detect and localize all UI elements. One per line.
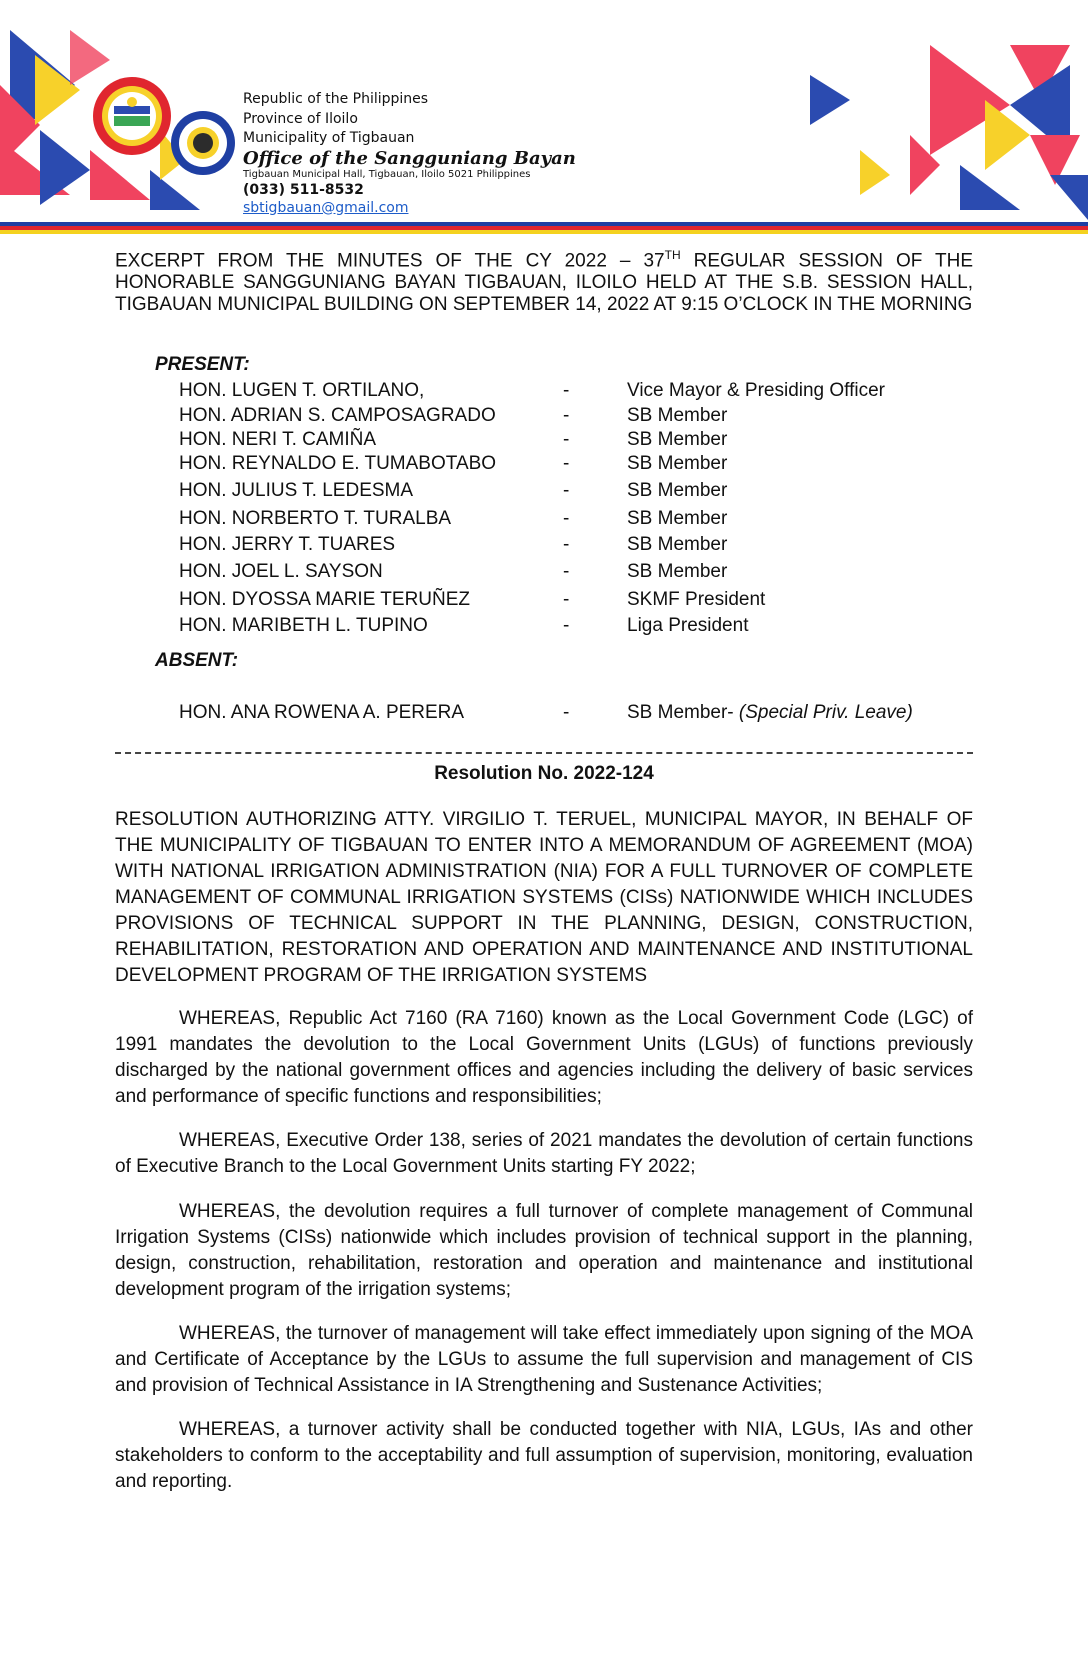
member-name: HON. JERRY T. TUARES <box>179 534 396 555</box>
member-name: HON. JOEL L. SAYSON <box>179 561 383 582</box>
member-role: SB Member <box>627 561 728 582</box>
whereas-paragraph: WHEREAS, a turnover activity shall be conducted together with NIA, LGUs, IAs and other stakeholders to conform to the acceptability and full assumption of supervision, monitoring, evaluation and reporting. <box>115 1419 973 1492</box>
document-body <box>115 244 973 1492</box>
member-role: SB Member <box>627 480 728 501</box>
member-name: HON. REYNALDO E. TUMABOTABO <box>179 453 497 474</box>
member-name: HON. MARIBETH L. TUPINO <box>179 615 428 636</box>
separator-dash: - <box>563 589 570 610</box>
excerpt-prefix: EXCERPT FROM THE MINUTES OF THE CY 2022 – 37 <box>115 250 665 272</box>
member-role: SKMF President <box>627 589 766 610</box>
attendance-row <box>179 589 979 613</box>
separator-dash: - <box>563 615 570 636</box>
member-name: HON. DYOSSA MARIE TERUÑEZ <box>179 589 471 610</box>
member-name: HON. ADRIAN S. CAMPOSAGRADO <box>179 405 496 426</box>
stripe-yellow <box>0 230 1088 234</box>
separator-dash: - <box>563 380 570 401</box>
separator-dash: - <box>563 429 570 450</box>
attendance-row <box>179 405 979 429</box>
office-email-link[interactable]: sbtigbauan@gmail.com <box>243 199 409 216</box>
member-role <box>627 702 913 724</box>
separator-dash: - <box>563 561 570 582</box>
whereas-paragraph: WHEREAS, the devolution requires a full turnover of complete management of Communal Irrigation Systems (CISs) nationwide which includes provision of technical support in the planning, design, construction, rehabilitation, restoration and operation and maintenance and institutional development program of the irrigation systems; <box>115 1201 973 1300</box>
member-role: Vice Mayor & Presiding Officer <box>627 380 886 401</box>
present-label: PRESENT: <box>155 354 250 375</box>
office-name: Office of the Sangguniang Bayan <box>243 147 576 169</box>
letterhead-text <box>243 90 576 217</box>
letterhead <box>0 0 1088 245</box>
separator-dash: - <box>563 480 570 501</box>
member-role: SB Member <box>627 453 728 474</box>
resolution-number: Resolution No. 2022-124 <box>434 763 654 784</box>
member-role: Liga President <box>627 615 749 636</box>
whereas-paragraph: WHEREAS, Republic Act 7160 (RA 7160) known as the Local Government Code (LGC) of 1991 mandates the devolution to the Local Government Units (LGUs) of functions previously discharged by the national government offices and agencies including the delivery of basic services and performance of specific functions and responsibilities; <box>115 1008 973 1107</box>
right-geometric-decoration <box>810 45 1088 225</box>
member-role: SB Member <box>627 534 728 555</box>
office-phone: (033) 511-8532 <box>243 181 364 198</box>
excerpt-superscript: TH <box>664 248 681 262</box>
office-address: Tigbauan Municipal Hall, Tigbauan, Iloilo 5021 Philippines <box>243 168 531 180</box>
member-name: HON. JULIUS T. LEDESMA <box>179 480 414 501</box>
absent-label: ABSENT: <box>155 650 239 671</box>
attendance-row <box>179 534 979 558</box>
separator-dash: - <box>563 508 570 529</box>
minutes-excerpt-heading <box>115 244 973 316</box>
separator-dash: - <box>563 453 570 474</box>
member-name: HON. NERI T. CAMIÑA <box>179 429 377 450</box>
resolution-title: RESOLUTION AUTHORIZING ATTY. VIRGILIO T. TERUEL, MUNICIPAL MAYOR, IN BEHALF OF THE MUNICIPALITY OF TIGBAUAN TO ENTER INTO A MEMORANDUM OF AGREEMENT (MOA) WITH NATIONAL IRRIGATION ADMINISTRATION (NIA) FOR A FULL TURNOVER OF COMPLETE MANAGEMENT OF COMMUNAL IRRIGATION SYSTEMS (CISs) NATIONWIDE WHICH INCLUDES PROVISIONS OF TECHNICAL SUPPORT IN THE PLANNING, DESIGN, CONSTRUCTION, REHABILITATION, RESTORATION AND OPERATION AND MAINTENANCE AND INSTITUTIONAL DEVELOPMENT PROGRAM OF THE IRRIGATION SYSTEMS <box>115 809 973 986</box>
attendance-row <box>179 508 979 532</box>
member-role-text: SB Member- <box>627 702 739 723</box>
province-line: Province of Iloilo <box>243 110 358 127</box>
member-role: SB Member <box>627 508 728 529</box>
separator-dash: - <box>563 702 570 723</box>
whereas-paragraph: WHEREAS, Executive Order 138, series of 2021 mandates the devolution of certain functions of Executive Branch to the Local Government Units starting FY 2022; <box>115 1130 973 1177</box>
attendance-row <box>179 480 979 504</box>
member-name: HON. LUGEN T. ORTILANO, <box>179 380 425 401</box>
attendance-row <box>179 615 979 639</box>
attendance-row <box>179 429 979 453</box>
member-role: SB Member <box>627 429 728 450</box>
member-name: HON. ANA ROWENA A. PERERA <box>179 702 465 723</box>
attendance-row <box>179 561 979 585</box>
attendance-row <box>179 453 979 477</box>
member-name: HON. NORBERTO T. TURALBA <box>179 508 452 529</box>
excerpt-rest: REGULAR SESSION OF THE HONORABLE SANGGUNIANG BAYAN TIGBAUAN, ILOILO HELD AT THE S.B. SESSION HALL, TIGBAUAN MUNICIPAL BUILDING ON SEPTEMBER 14, 2022 AT 9:15 O’CLOCK IN THE MORNING <box>115 250 973 316</box>
municipality-line: Municipality of Tigbauan <box>243 130 415 146</box>
member-role: SB Member <box>627 405 728 426</box>
whereas-paragraph: WHEREAS, the turnover of management will take effect immediately upon signing of the MOA and Certificate of Acceptance by the LGUs to assume the full supervision and management of CIS and provision of Technical Assistance in IA Strengthening and Sustenance Activities; <box>115 1323 973 1396</box>
country-line: Republic of the Philippines <box>243 91 429 107</box>
dashed-divider <box>115 752 973 754</box>
attendance-row <box>179 380 979 404</box>
attendance-row <box>179 702 979 726</box>
separator-dash: - <box>563 534 570 555</box>
leave-note: (Special Priv. Leave) <box>738 702 913 723</box>
separator-dash: - <box>563 405 570 426</box>
header-stripes <box>0 222 1088 234</box>
sangguniang-bayan-seal <box>170 110 236 176</box>
municipality-seal <box>92 76 172 156</box>
